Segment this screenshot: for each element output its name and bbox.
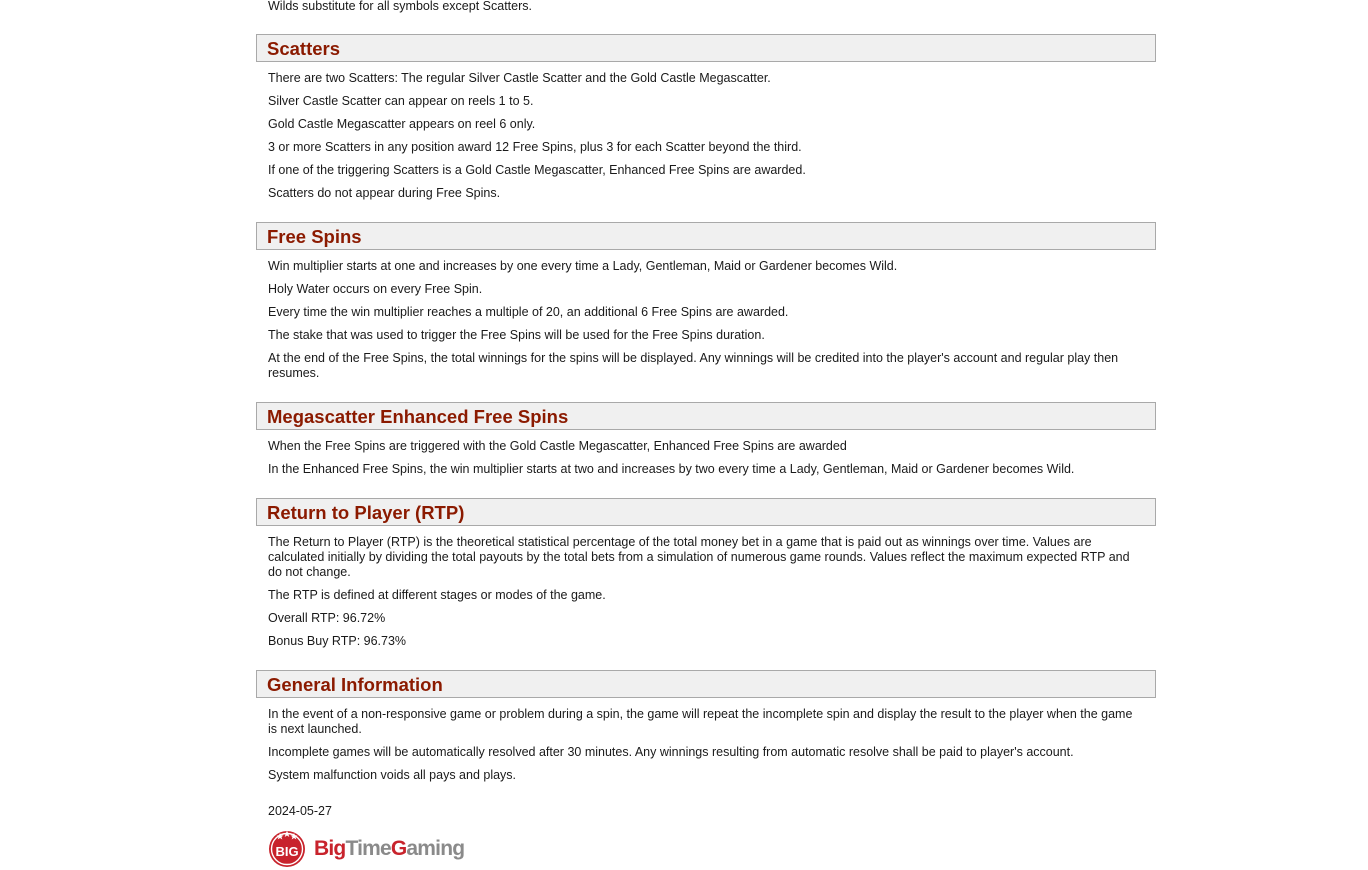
paragraph: There are two Scatters: The regular Silver Castle Scatter and the Gold Castle Megascatter. (268, 71, 771, 85)
svg-text:BIG: BIG (275, 844, 299, 859)
overall-rtp: Overall RTP: 96.72% (268, 611, 386, 625)
paragraph: The Return to Player (RTP) is the theoretical statistical percentage of the total money bet in a game that is paid out as winnings over time. Values are calculated initially by dividing the total payouts by the total bets from a simulation of numerous game rounds. Values reflect the maximum expected RTP and do not change. (268, 535, 1130, 579)
paragraph: Incomplete games will be automatically resolved after 30 minutes. Any winnings resulting from automatic resolve shall be paid to player's account. (268, 745, 1074, 759)
section-scatters (256, 34, 1156, 201)
paragraph: The stake that was used to trigger the Free Spins will be used for the Free Spins duration. (268, 328, 765, 342)
paragraph: Holy Water occurs on every Free Spin. (268, 282, 483, 296)
rules-date: 2024-05-27 (268, 804, 332, 818)
paragraph: Gold Castle Megascatter appears on reel 6 only. (268, 117, 536, 131)
paragraph: In the event of a non-responsive game or problem during a spin, the game will repeat the incomplete spin and display the result to the player when the game is next launched. (268, 707, 1133, 736)
paragraph: Scatters do not appear during Free Spins. (268, 186, 501, 200)
section-title: General Information (267, 674, 443, 695)
section-header (256, 670, 1156, 698)
paragraph: When the Free Spins are triggered with the Gold Castle Megascatter, Enhanced Free Spins are awarded (268, 439, 847, 453)
section-header (256, 498, 1156, 526)
paragraph: If one of the triggering Scatters is a Gold Castle Megascatter, Enhanced Free Spins are awarded. (268, 163, 806, 177)
section-title: Scatters (267, 38, 341, 59)
big-time-gaming-logo (267, 826, 464, 870)
section-header (256, 34, 1156, 62)
paragraph: Every time the win multiplier reaches a multiple of 20, an additional 6 Free Spins are awarded. (268, 305, 789, 319)
section-megascatter-enhanced-free-spins (256, 402, 1156, 477)
paragraph: 3 or more Scatters in any position award 12 Free Spins, plus 3 for each Scatter beyond the third. (268, 140, 802, 154)
paragraph: The RTP is defined at different stages or modes of the game. (268, 588, 606, 602)
logo-wordmark: BigTimeGaming (314, 837, 465, 860)
paragraph: System malfunction voids all pays and plays. (268, 768, 517, 782)
section-title: Free Spins (267, 226, 362, 247)
section-rtp (256, 498, 1156, 649)
wilds-note: Wilds substitute for all symbols except Scatters. (268, 0, 532, 13)
paragraph: Win multiplier starts at one and increases by one every time a Lady, Gentleman, Maid or Gardener becomes Wild. (268, 259, 898, 273)
paragraph: At the end of the Free Spins, the total winnings for the spins will be displayed. Any winnings will be credited into the player's account and regular play then resumes. (268, 351, 1119, 380)
section-free-spins (256, 222, 1156, 381)
section-title: Return to Player (RTP) (267, 502, 465, 523)
big-logo-badge-icon (267, 828, 307, 868)
bonus-buy-rtp: Bonus Buy RTP: 96.73% (268, 634, 407, 648)
paragraph: In the Enhanced Free Spins, the win multiplier starts at two and increases by two every time a Lady, Gentleman, Maid or Gardener becomes Wild. (268, 462, 1075, 476)
section-title: Megascatter Enhanced Free Spins (267, 406, 569, 427)
section-general-information (256, 670, 1156, 783)
paragraph: Silver Castle Scatter can appear on reels 1 to 5. (268, 94, 534, 108)
section-header (256, 402, 1156, 430)
section-header (256, 222, 1156, 250)
